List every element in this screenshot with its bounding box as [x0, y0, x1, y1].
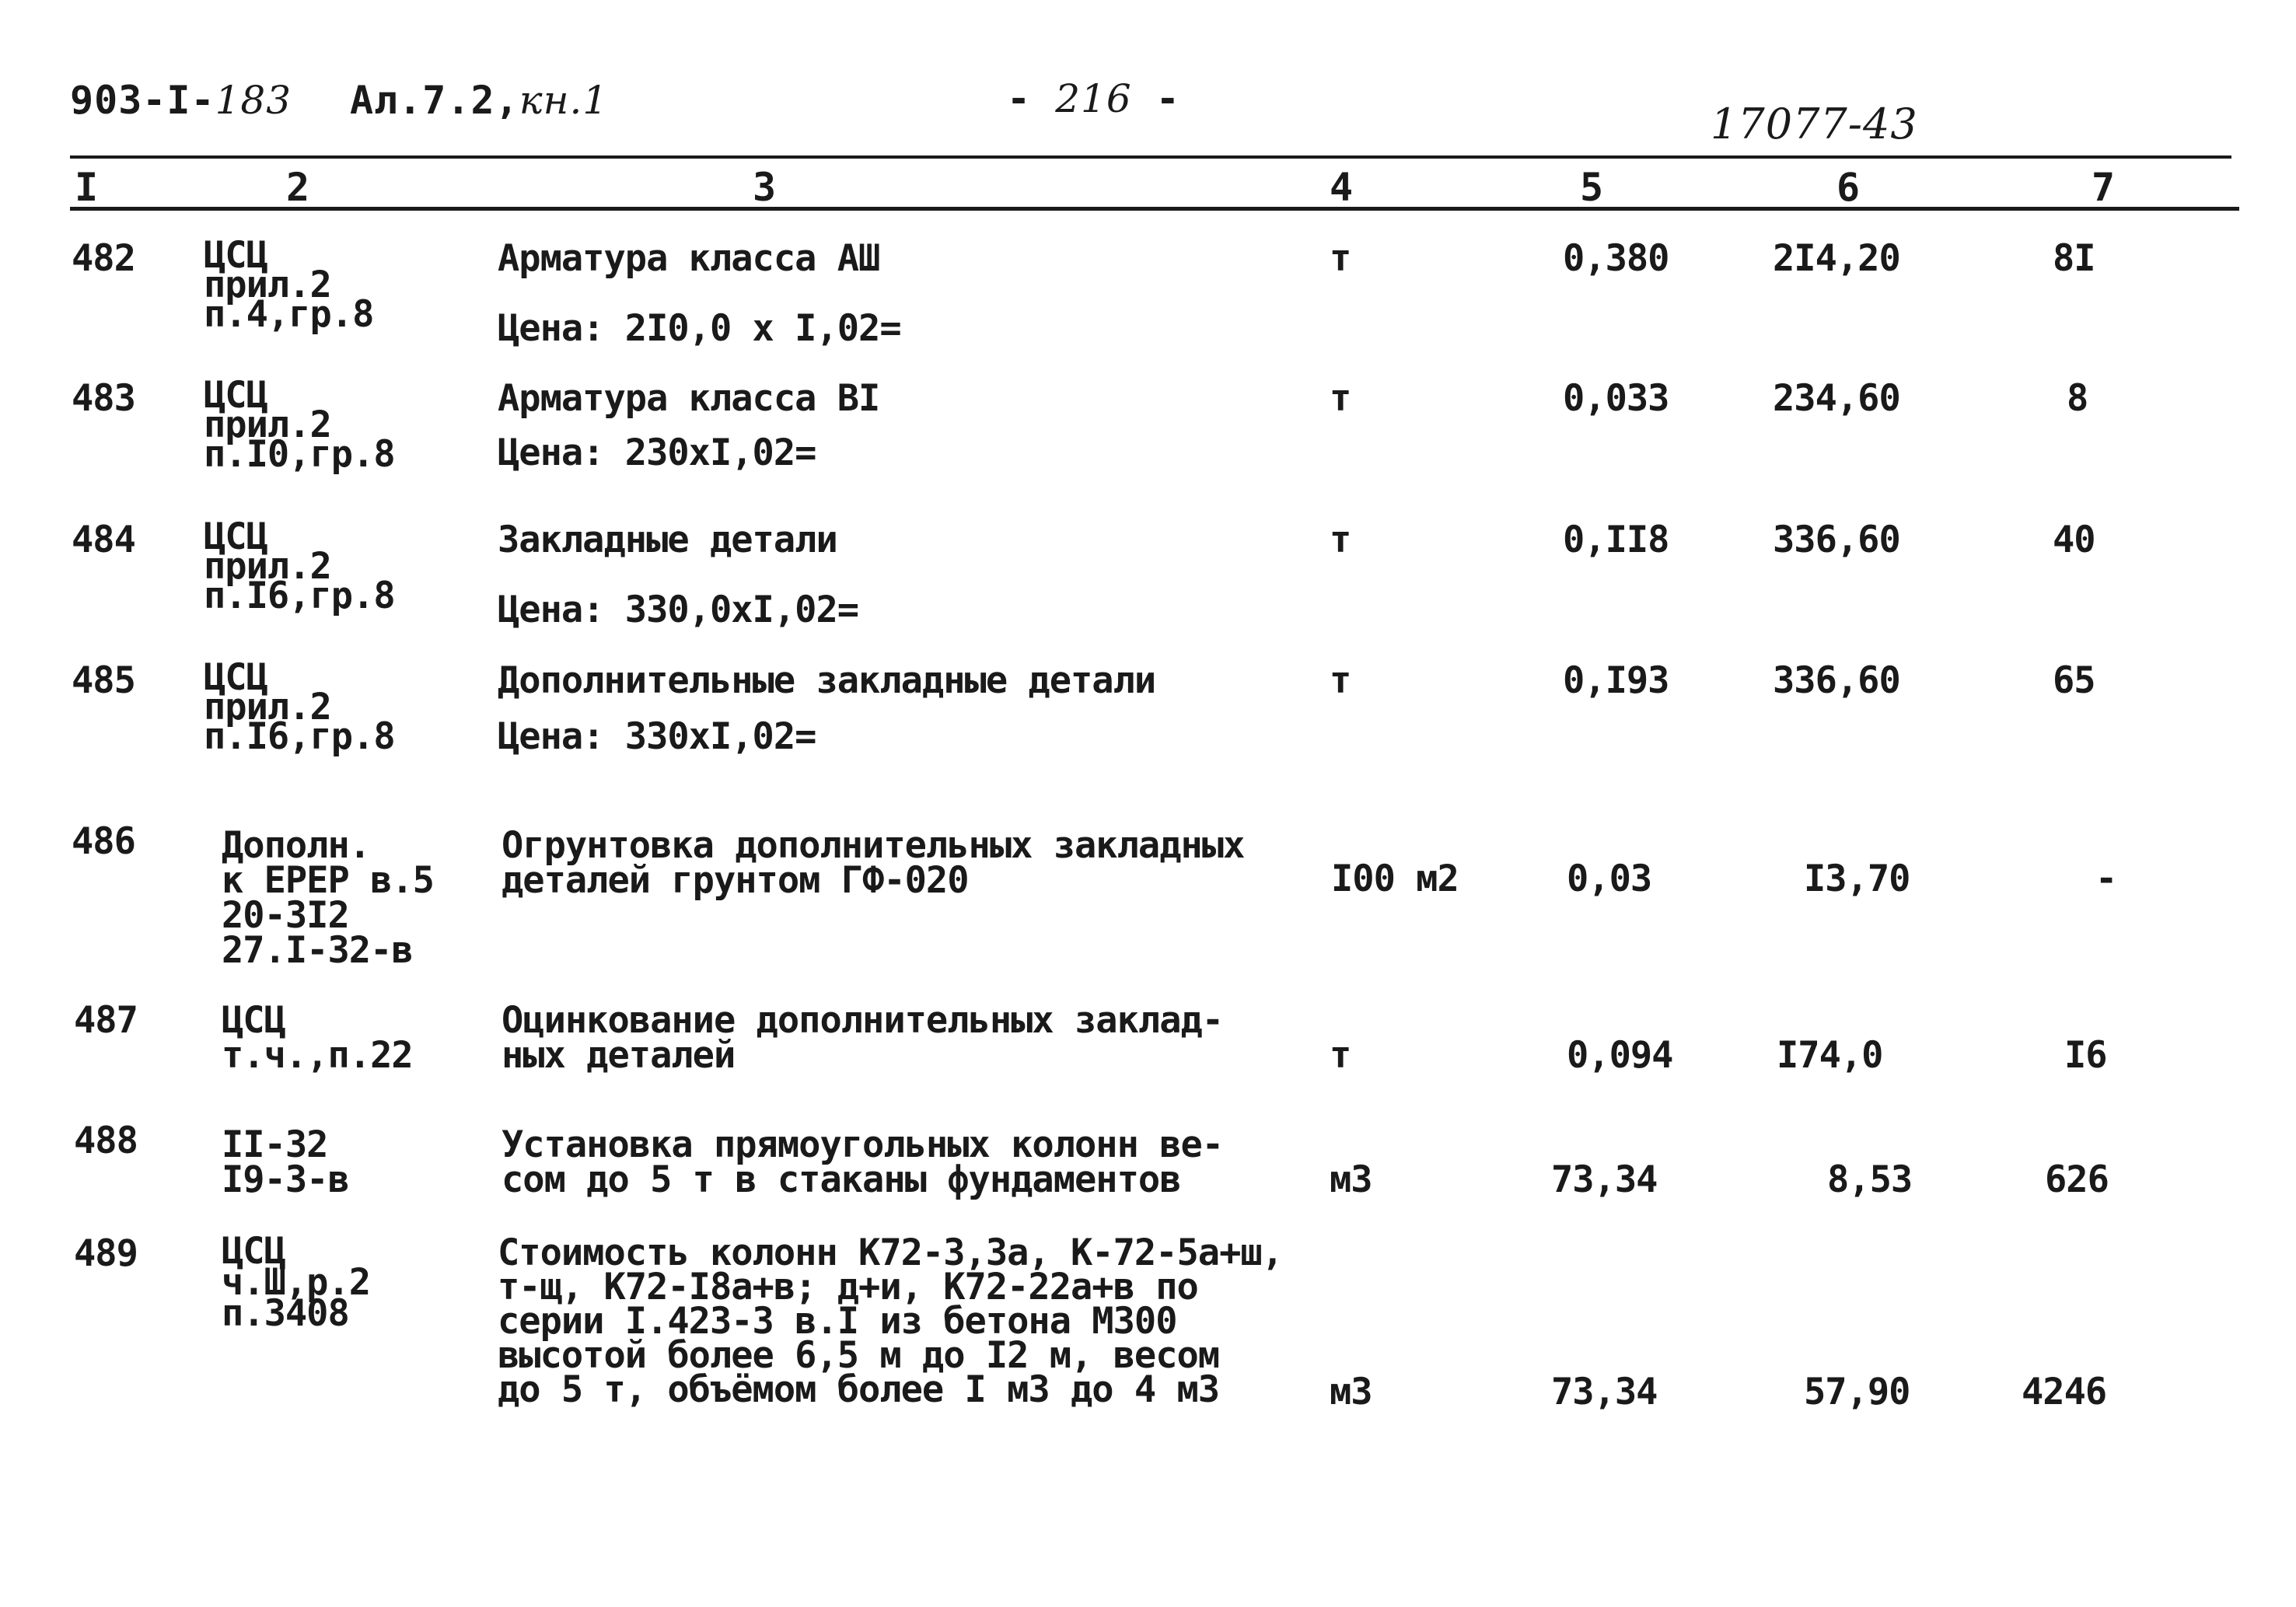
row-price-formula: Цена: 2I0,0 x I,02= — [498, 307, 901, 350]
row-basis: ЦСЦ прил.2 п.4,гр.8 — [204, 234, 374, 336]
row-quantity: 0,033 — [1563, 377, 1669, 420]
row-unit: т — [1330, 659, 1351, 702]
row-quantity: 0,II8 — [1563, 519, 1669, 561]
row-basis: II-32 I9-3-в — [222, 1123, 349, 1201]
doc-code — [70, 78, 292, 123]
row-unit-cost: I74,0 — [1777, 1034, 1883, 1077]
stamp-number: 17077-43 — [1711, 100, 1918, 148]
column-header-3: 3 — [753, 165, 777, 210]
row-price-formula: Цена: 330хI,02= — [498, 715, 816, 758]
row-description: Установка прямоугольных колонн ве- сом до 5 т в стаканы фундаментов — [501, 1123, 1224, 1201]
row-price-formula: Цена: 230хI,02= — [498, 431, 816, 474]
page-number: - 216 - — [1007, 76, 1180, 121]
row-unit-cost: 336,60 — [1773, 519, 1900, 561]
row-unit-cost: I3,70 — [1804, 858, 1910, 900]
row-unit-cost: 57,90 — [1804, 1371, 1910, 1413]
row-price-formula: Цена: 330,0хI,02= — [498, 589, 859, 631]
row-quantity: 0,03 — [1567, 858, 1652, 900]
row-total: 8I — [2053, 237, 2095, 280]
album-ref — [350, 78, 608, 123]
column-header-6: 6 — [1836, 165, 1861, 210]
doc-code-printed: 903-I- — [70, 78, 215, 123]
row-number: 487 — [74, 999, 138, 1042]
page-number-handwritten: 216 — [1055, 76, 1132, 121]
row-quantity: 73,34 — [1551, 1158, 1658, 1201]
row-unit: т — [1330, 1034, 1351, 1077]
header-rule — [70, 207, 2239, 211]
row-basis: ЦСЦ прил.2 п.I6,гр.8 — [204, 656, 395, 758]
column-header-7: 7 — [2092, 165, 2116, 210]
album-printed: Ал.7.2, — [350, 78, 519, 123]
row-unit-cost: 8,53 — [1827, 1158, 1913, 1201]
row-unit: I00 м2 — [1331, 858, 1459, 900]
column-header-1: I — [75, 165, 99, 210]
row-total: I6 — [2064, 1034, 2107, 1077]
row-basis: ЦСЦ ч.Ш,р.2 п.3408 — [222, 1230, 371, 1335]
row-quantity: 0,I93 — [1563, 659, 1669, 702]
row-description: Арматура класса BI — [498, 377, 880, 420]
row-number: 489 — [74, 1232, 138, 1275]
row-number: 484 — [72, 519, 135, 561]
row-description: Дополнительные закладные детали — [498, 659, 1156, 702]
doc-code-handwritten: 183 — [215, 78, 292, 123]
row-quantity: 0,380 — [1563, 237, 1669, 280]
column-header-5: 5 — [1580, 165, 1604, 210]
row-description: Арматура класса АШ — [498, 237, 880, 280]
row-unit: т — [1330, 519, 1351, 561]
row-number: 483 — [72, 377, 135, 420]
row-quantity: 0,094 — [1567, 1034, 1673, 1077]
row-unit-cost: 234,60 — [1773, 377, 1900, 420]
row-total: - — [2095, 858, 2117, 900]
row-description: Стоимость колонн К72-3,3а, К-72-5а+ш, т-щ, К72-I8а+в; д+и, К72-22а+в по серии I.423-3 в.I из бетона М300 высотой более 6,5 м до I2 м, весом до 5 т, объёмом более I м3 до 4 м3 — [498, 1231, 1283, 1411]
row-description: Огрунтовка дополнительных закладных деталей грунтом ГФ-020 — [501, 824, 1245, 902]
row-unit: т — [1330, 377, 1351, 420]
row-unit: т — [1330, 237, 1351, 280]
row-unit: м3 — [1330, 1371, 1372, 1413]
row-description: Оцинкование дополнительных заклад- ных деталей — [501, 999, 1224, 1077]
row-total: 4246 — [2022, 1371, 2107, 1413]
row-basis: ЦСЦ прил.2 п.I0,гр.8 — [204, 374, 395, 476]
row-quantity: 73,34 — [1551, 1371, 1658, 1413]
row-unit-cost: 2I4,20 — [1773, 237, 1900, 280]
row-basis: ЦСЦ прил.2 п.I6,гр.8 — [204, 515, 395, 617]
column-header-2: 2 — [286, 165, 310, 210]
row-number: 485 — [72, 659, 135, 702]
row-total: 8 — [2067, 377, 2088, 420]
row-number: 482 — [72, 237, 135, 280]
row-number: 486 — [72, 820, 135, 863]
album-handwritten: кн.1 — [519, 78, 609, 123]
row-number: 488 — [74, 1120, 138, 1162]
row-unit-cost: 336,60 — [1773, 659, 1900, 702]
column-header-4: 4 — [1330, 165, 1354, 210]
top-rule — [70, 155, 2231, 159]
row-total: 40 — [2053, 519, 2095, 561]
row-basis: Дополн. к ЕРЕР в.5 20-3I2 27.I-32-в — [222, 824, 434, 972]
row-total: 65 — [2053, 659, 2095, 702]
row-unit: м3 — [1330, 1158, 1372, 1201]
row-description: Закладные детали — [498, 519, 837, 561]
row-total: 626 — [2045, 1158, 2109, 1201]
row-basis: ЦСЦ т.ч.,п.22 — [222, 999, 413, 1077]
